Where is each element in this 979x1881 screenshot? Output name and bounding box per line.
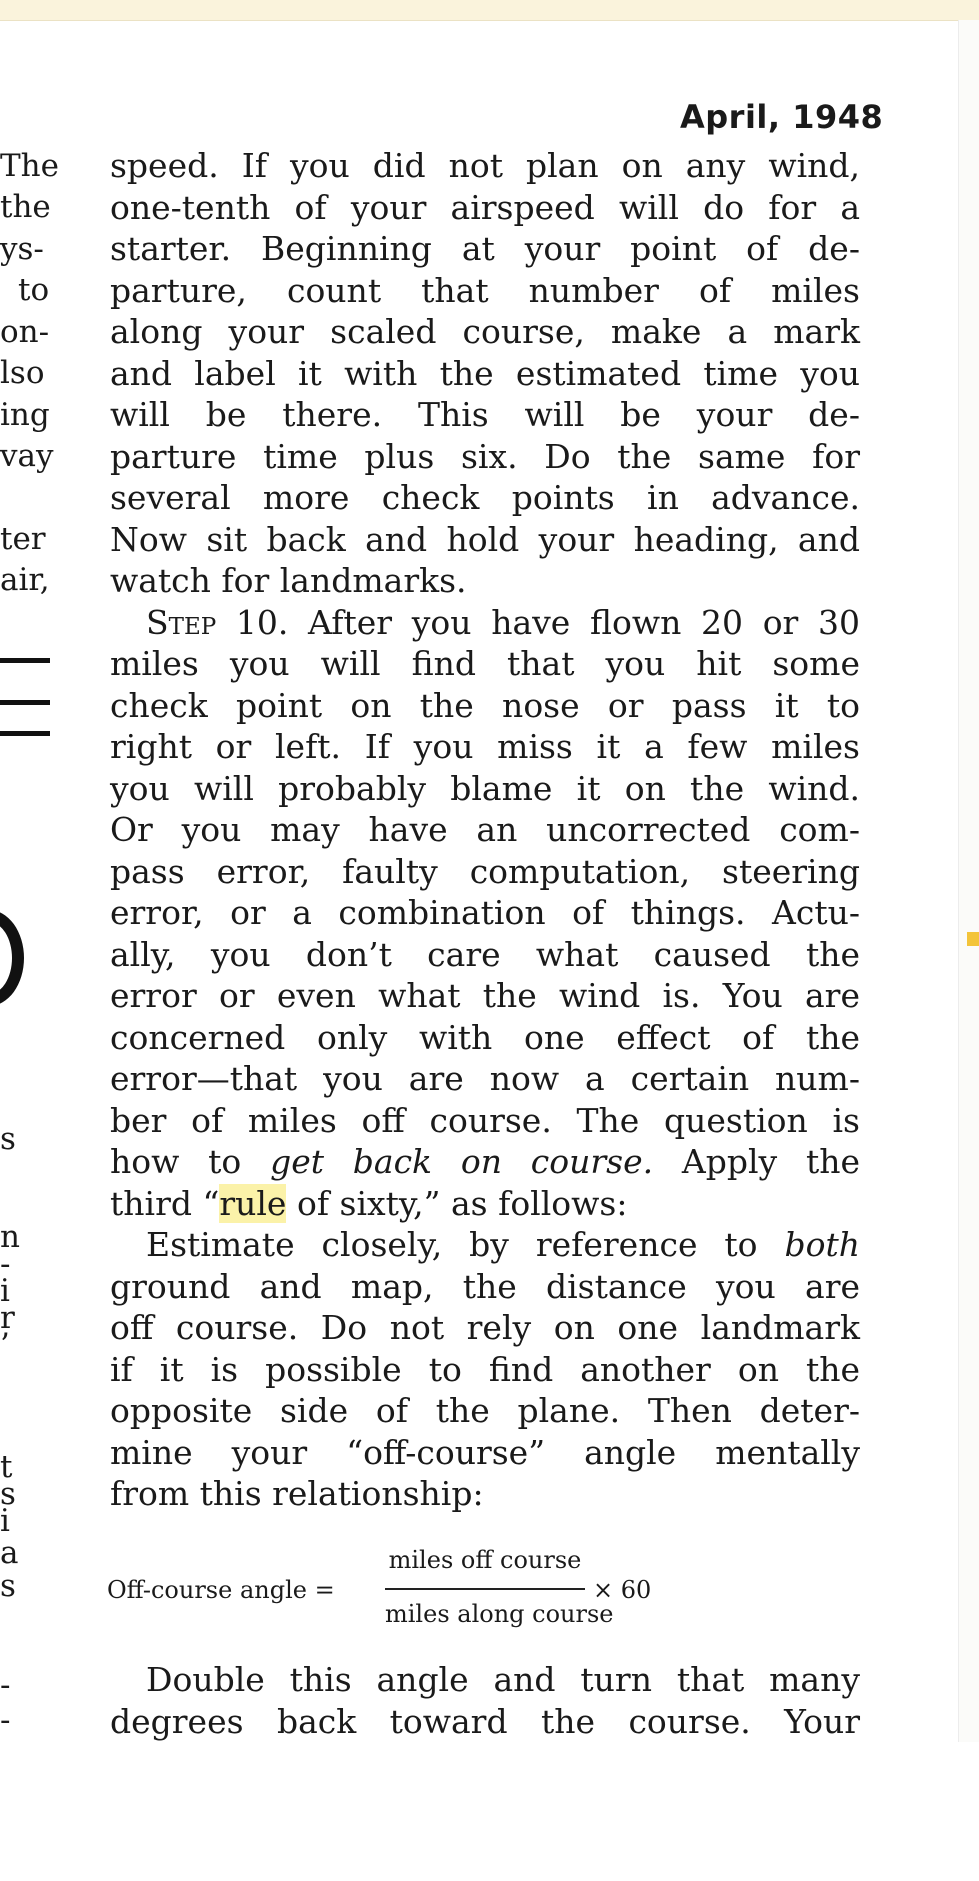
reader-top-bar xyxy=(0,0,979,21)
fragment-text: i xyxy=(0,1273,10,1309)
article-body-continued xyxy=(110,1659,860,1742)
body-line: Now sit back and hold your heading, and xyxy=(110,519,860,559)
body-line: will be there. This will be your de- xyxy=(110,395,860,434)
fragment-text: air, xyxy=(0,562,50,598)
emphasis-text: both xyxy=(784,1225,860,1264)
fragment-text: The xyxy=(0,148,59,184)
fragment-text: s xyxy=(0,1568,16,1604)
body-line: parture, count that number of miles xyxy=(110,270,860,310)
fragment-text: ’ xyxy=(0,1327,10,1363)
body-text: third “ xyxy=(110,1183,220,1223)
fragment-text: s xyxy=(0,1476,16,1512)
body-line: watch for landmarks. xyxy=(110,561,467,600)
step-heading-line xyxy=(110,602,860,644)
fragment-text: to xyxy=(18,272,50,308)
fragment-text: ing xyxy=(0,397,50,433)
body-line: pass error, faulty computation, steering xyxy=(110,851,860,891)
highlighted-word[interactable]: rule xyxy=(219,1183,287,1223)
fragment-text: a xyxy=(0,1535,19,1571)
column-rule xyxy=(0,658,50,663)
body-text: Apply the xyxy=(653,1142,860,1181)
body-line xyxy=(110,1141,860,1183)
fragment-text: n xyxy=(0,1219,20,1255)
body-line: if it is possible to find another on the xyxy=(110,1349,860,1389)
body-line: miles you will find that you hit some xyxy=(110,644,860,683)
body-text: how to xyxy=(110,1142,271,1181)
body-line: one-tenth of your airspeed will do for a xyxy=(110,187,860,227)
body-line: ally, you don’t care what caused the xyxy=(110,934,860,974)
body-line: starter. Beginning at your point of de- xyxy=(110,229,860,268)
column-rule xyxy=(0,731,50,736)
body-line: along your scaled course, make a mark xyxy=(110,312,860,351)
body-text: Estimate closely, by reference to xyxy=(146,1225,785,1264)
article-body xyxy=(110,145,860,1515)
fragment-text: t xyxy=(0,1449,13,1485)
previous-column-fragment xyxy=(0,0,60,1881)
body-line: several more check points in advance. xyxy=(110,478,860,517)
body-line: mine your “off-course” angle mentally xyxy=(110,1432,860,1472)
fraction-bar xyxy=(385,1588,585,1590)
fragment-text: on- xyxy=(0,314,50,350)
formula-numerator: miles off course xyxy=(388,1546,582,1574)
body-line: off course. Do not rely on one landmark xyxy=(110,1308,860,1347)
fragment-text: - xyxy=(0,1702,11,1738)
body-line: Or you may have an uncorrected com- xyxy=(110,810,860,849)
fragment-text: i xyxy=(0,1503,10,1539)
fragment-text: r xyxy=(0,1300,15,1336)
fragment-text: the xyxy=(0,189,51,225)
body-line: opposite side of the plane. Then deter- xyxy=(110,1391,860,1430)
body-line: from this relationship: xyxy=(110,1474,484,1513)
body-line xyxy=(110,1224,860,1266)
page-header-date: April, 1948 xyxy=(680,98,884,136)
step-text: After you have flown 20 or 30 xyxy=(288,602,861,642)
adjacent-page-edge xyxy=(958,20,979,1742)
body-line: ber of miles off course. The question is xyxy=(110,1100,860,1140)
fragment-text: vay xyxy=(0,438,54,474)
fragment-text: s xyxy=(0,1121,16,1157)
body-line xyxy=(110,1183,860,1225)
emphasis-text: get back on course. xyxy=(270,1142,654,1181)
body-line: degrees back toward the course. Your xyxy=(110,1701,860,1741)
off-course-formula xyxy=(107,1540,767,1640)
body-line: check point on the nose or pass it to xyxy=(110,685,860,725)
figure-fragment xyxy=(0,910,24,1006)
body-line: ground and map, the distance you are xyxy=(110,1266,860,1306)
body-line: concerned only with one effect of the xyxy=(110,1017,860,1057)
body-line: error or even what the wind is. You are xyxy=(110,976,860,1015)
formula-multiplier: × 60 xyxy=(593,1576,652,1604)
body-text: of sixty,” as follows: xyxy=(286,1183,628,1223)
fragment-text: - xyxy=(0,1246,11,1282)
formula-denominator: miles along course xyxy=(385,1600,614,1628)
body-line: and label it with the estimated time you xyxy=(110,353,860,393)
body-line: parture time plus six. Do the same for xyxy=(110,436,860,476)
fragment-text: ys- xyxy=(0,231,44,267)
body-line: error, or a combination of things. Actu- xyxy=(110,893,860,932)
body-line: you will probably blame it on the wind. xyxy=(110,768,860,808)
body-line: speed. If you did not plan on any wind, xyxy=(110,146,860,185)
body-line: Double this angle and turn that many xyxy=(146,1660,860,1699)
fragment-text: lso xyxy=(0,355,45,391)
fragment-text: ter xyxy=(0,521,46,557)
highlight-marker xyxy=(967,932,979,946)
fragment-text: - xyxy=(0,1667,11,1703)
column-rule xyxy=(0,700,50,705)
body-line: error—that you are now a certain num- xyxy=(110,1059,860,1098)
step-label: Step 10. xyxy=(146,602,289,642)
body-line: right or left. If you miss it a few miles xyxy=(110,727,860,766)
formula-label: Off-course angle = xyxy=(107,1576,335,1604)
